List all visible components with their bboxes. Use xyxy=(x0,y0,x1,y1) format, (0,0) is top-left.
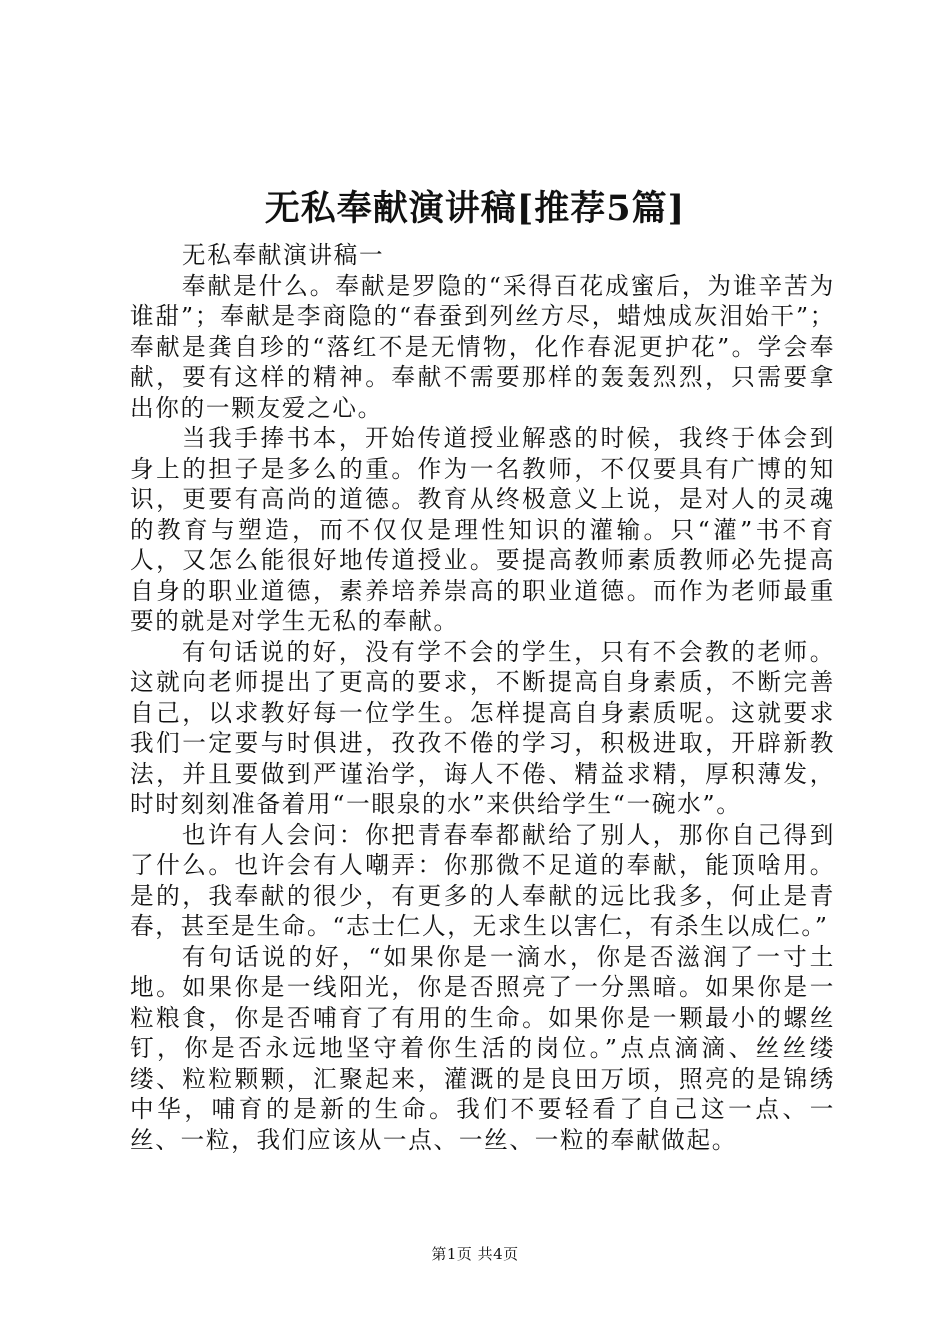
paragraph-5: 有句话说的好，“如果你是一滴水，你是否滋润了一寸土地。如果你是一线阳光，你是否照亮了一分黑暗。如果你是一粒粮食，你是否哺育了有用的生命。如果你是一颗最小的螺丝钉，你是否永远地坚守着你生活的岗位。”点点滴滴、丝丝缕缕、粒粒颗颗，汇聚起来，灌溉的是良田万顷，照亮的是锦绣中华，哺育的是新的生命。我们不要轻看了自己这一点、一丝、一粒，我们应该从一点、一丝、一粒的奉献做起。 xyxy=(130,942,835,1154)
paragraph-1: 奉献是什么。奉献是罗隐的“采得百花成蜜后，为谁辛苦为谁甜”；奉献是李商隐的“春蚕到列丝方尽，蜡烛成灰泪始干”；奉献是龚自珍的“落红不是无情物，化作春泥更护花”。学会奉献，要有这样的精神。奉献不需要那样的轰轰烈烈，只需要拿出你的一颗友爱之心。 xyxy=(130,271,835,422)
section-subheading: 无私奉献演讲稿一 xyxy=(181,241,385,269)
document-title: 无私奉献演讲稿[推荐5篇] xyxy=(264,188,686,229)
page-number-footer: 第1页 共4页 xyxy=(431,1245,519,1263)
paragraph-2: 当我手捧书本，开始传道授业解惑的时候，我终于体会到身上的担子是多么的重。作为一名教师，不仅要具有广博的知识，更要有高尚的道德。教育从终极意义上说，是对人的灵魂的教育与塑造，而不仅仅是理性知识的灌输。只“灌”书不育人，又怎么能很好地传道授业。要提高教师素质教师必先提高自身的职业道德，素养培养崇高的职业道德。而作为老师最重要的就是对学生无私的奉献。 xyxy=(130,424,835,635)
paragraph-4: 也许有人会问：你把青春奉都献给了别人，那你自己得到了什么。也许会有人嘲弄：你那微不足道的奉献，能顶啥用。是的，我奉献的很少，有更多的人奉献的远比我多，何止是青春，甚至是生命。“志士仁人，无求生以害仁，有杀生以成仁。” xyxy=(130,820,835,940)
document-body xyxy=(130,240,835,1155)
paragraph-3: 有句话说的好，没有学不会的学生，只有不会教的老师。这就向老师提出了更高的要求，不断提高自身素质，不断完善自己，以求教好每一位学生。怎样提高自身素质呢。这就要求我们一定要与时俱进，孜孜不倦的学习，积极进取，开辟新教法，并且要做到严谨治学，诲人不倦、精益求精，厚积薄发，时时刻刻准备着用“一眼泉的水”来供给学生“一碗水”。 xyxy=(130,637,835,818)
